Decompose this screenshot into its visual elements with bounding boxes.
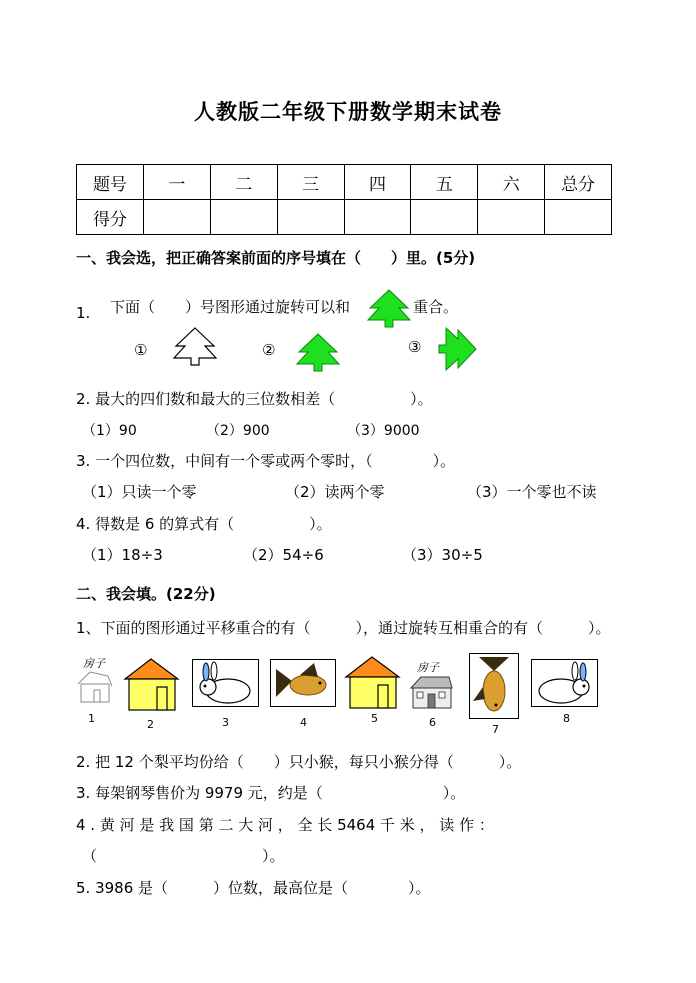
rabbit-icon [192,659,259,707]
s2-q4-line1: 4 . 黄 河 是 我 国 第 二 大 河 ， 全 长 5464 千 米 ， 读 作 ： [76,816,494,834]
score-input-cell[interactable] [545,200,612,235]
rotated-tree-icon [436,326,478,372]
score-header-cell: 总分 [545,165,612,200]
s1-q1-option-2-label: ② [262,341,276,359]
s2-q5-text: 5. 3986 是（ ）位数，最高位是（ ）。 [76,879,431,897]
score-input-cell[interactable] [478,200,545,235]
picture-label: 5 [371,712,378,725]
s1-q1-text-after: 重合。 [413,298,459,316]
s1-q3-text: 3. 一个四位数，中间有一个零或两个零时，（ ）。 [76,452,456,470]
score-input-cell[interactable] [344,200,411,235]
section1-heading: 一、我会选，把正确答案前面的序号填在（ ）里。(5分) [76,249,476,267]
s1-q4-option: （3）30÷5 [402,546,483,564]
score-header-cell: 四 [344,165,411,200]
s1-q2-option: （1）90 [82,423,137,439]
score-table-header-row [77,165,612,200]
score-table-score-row [77,200,612,235]
outline-tree-icon [172,326,218,366]
green-tree-icon [295,332,341,372]
s2-q3-text: 3. 每架钢琴售价为 9979 元，约是（ ）。 [76,784,466,802]
sketch-house-icon [76,668,114,704]
score-input-cell[interactable] [411,200,478,235]
goldfish-rotated-icon [469,653,519,719]
rabbit-icon [531,659,598,707]
picture-label: 8 [563,712,570,725]
score-header-cell: 题号 [77,165,144,200]
s2-q2-text: 2. 把 12 个梨平均份给（ ）只小猴，每只小猴分得（ ）。 [76,753,522,771]
s1-q2-text: 2. 最大的四们数和最大的三位数相差（ ）。 [76,390,433,408]
picture-label: 1 [88,712,95,725]
score-header-cell: 六 [478,165,545,200]
picture-label: 3 [222,716,229,729]
section2-heading: 二、我会填。(22分) [76,585,216,603]
score-header-cell: 三 [277,165,344,200]
score-header-cell: 二 [210,165,277,200]
s1-q2-option: （2）900 [206,423,270,439]
picture-label: 4 [300,716,307,729]
house-caption: 房子 [417,661,439,674]
s1-q3-option: （2）读两个零 [285,483,385,501]
house-caption: 房子 [83,657,105,670]
sketch-house-icon [409,674,454,710]
s1-q4-option: （2）54÷6 [243,546,324,564]
score-row-label: 得分 [77,200,144,235]
score-header-cell: 五 [411,165,478,200]
reference-tree-icon [366,288,412,328]
picture-label: 6 [429,716,436,729]
s1-q1-option-1-label: ① [134,341,148,359]
score-input-cell[interactable] [277,200,344,235]
s1-q1-text-before: 下面（ ）号图形通过旋转可以和 [110,298,351,316]
picture-label: 7 [492,723,499,736]
score-input-cell[interactable] [210,200,277,235]
s2-q1-text: 1、下面的图形通过平移重合的有（ ），通过旋转互相重合的有（ ）。 [76,619,611,637]
orange-house-icon [123,657,180,712]
goldfish-icon [270,659,336,707]
s1-q4-option: （1）18÷3 [82,546,163,564]
s1-q3-option: （3）一个零也不读 [467,483,597,501]
page-title: 人教版二年级下册数学期末试卷 [194,100,502,124]
score-header-cell: 一 [143,165,210,200]
s1-q4-text: 4. 得数是 6 的算式有（ ）。 [76,515,332,533]
picture-label: 2 [147,718,154,731]
s1-q2-option: （3）9000 [347,423,420,439]
s1-q3-option: （1）只读一个零 [82,483,197,501]
s1-q1-number: 1. [76,304,91,322]
orange-house-icon [344,655,401,710]
s1-q1-option-3-label: ③ [408,338,422,356]
score-table [76,164,612,235]
score-input-cell[interactable] [143,200,210,235]
s2-q4-line2: （ ）。 [82,847,285,865]
